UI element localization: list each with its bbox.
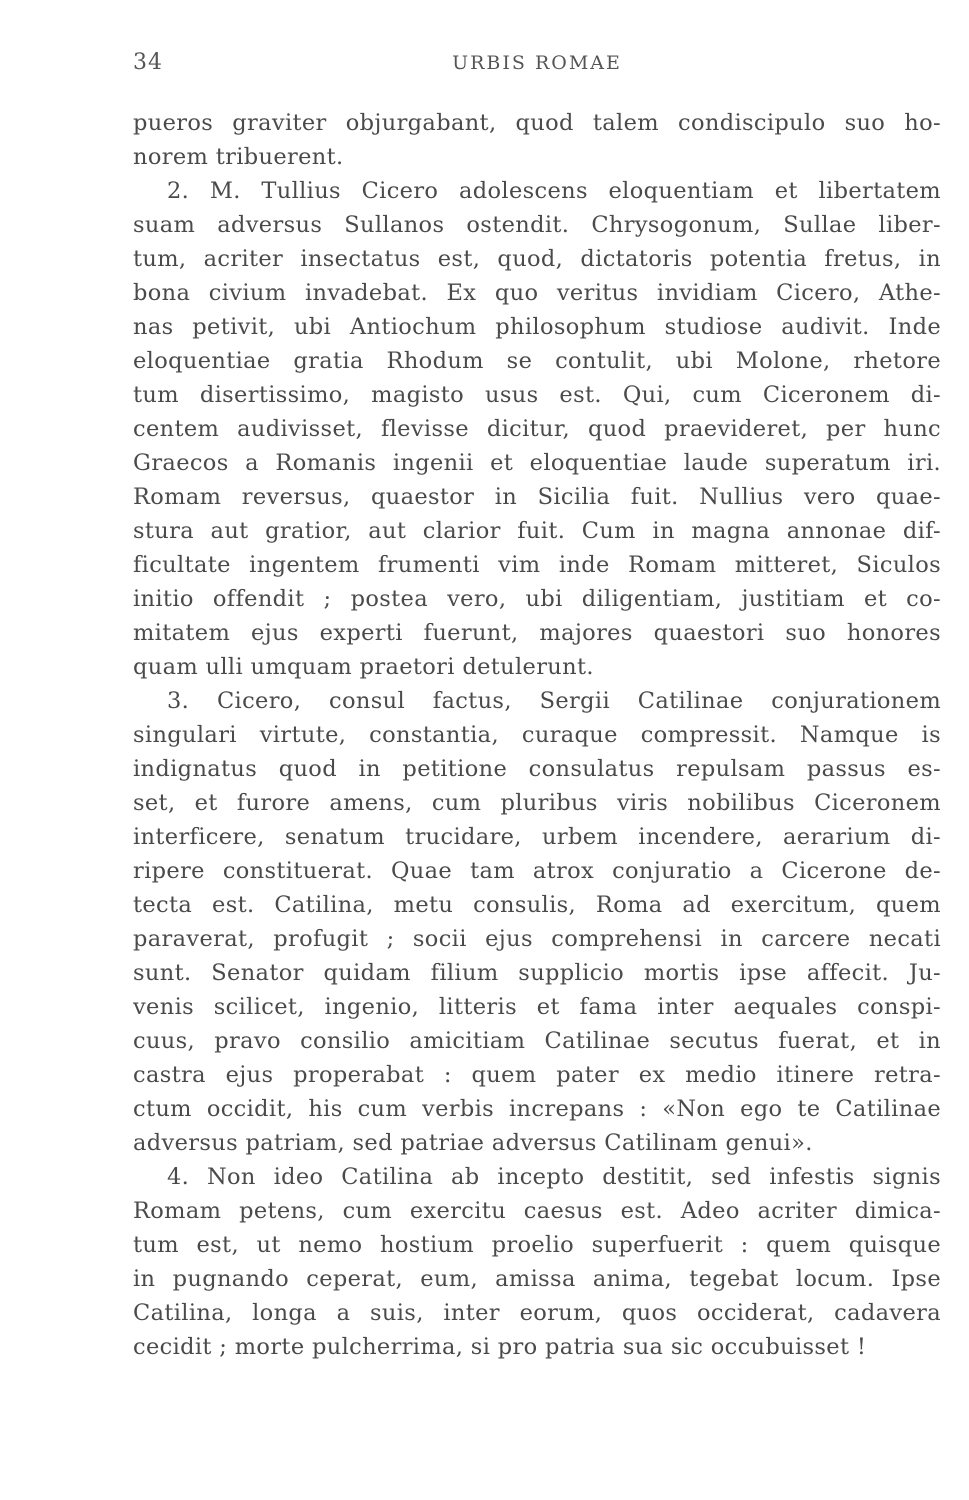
text-line: eloquentiae gratia Rhodum se contulit, ubi Molone, rhetore (133, 348, 941, 374)
text-line: nas petivit, ubi Antiochum philosophum studiose audivit. Inde (133, 314, 941, 340)
text-line: indignatus quod in petitione consulatus repulsam passus es- (133, 756, 941, 782)
body-text (133, 106, 941, 1364)
text-line: tecta est. Catilina, metu consulis, Roma ad exercitum, quem (133, 892, 941, 918)
running-head (133, 50, 941, 82)
text-line: 4. Non ideo Catilina ab incepto destitit, sed infestis signis (167, 1164, 941, 1190)
paragraph (133, 1160, 941, 1364)
text-line: tum est, ut nemo hostium proelio superfuerit : quem quisque (133, 1232, 941, 1258)
text-line: 3. Cicero, consul factus, Sergii Catilinae conjurationem (167, 688, 941, 714)
text-line: tum disertissimo, magisto usus est. Qui, cum Ciceronem di- (133, 382, 941, 408)
text-line: sunt. Senator quidam filium supplicio mortis ipse affecit. Ju- (133, 960, 941, 986)
running-title: URBIS ROMAE (452, 52, 622, 74)
text-line: interficere, senatum trucidare, urbem incendere, aerarium di- (133, 824, 941, 850)
paragraph (133, 684, 941, 1160)
paragraph (133, 174, 941, 684)
text-line: venis scilicet, ingenio, litteris et fama inter aequales conspi- (133, 994, 941, 1020)
text-line: suam adversus Sullanos ostendit. Chrysogonum, Sullae liber- (133, 212, 941, 238)
text-line: paraverat, profugit ; socii ejus comprehensi in carcere necati (133, 926, 941, 952)
text-line: mitatem ejus experti fuerunt, majores quaestori suo honores (133, 620, 941, 646)
text-line: cecidit ; morte pulcherrima, si pro patria sua sic occubuisset ! (133, 1334, 867, 1360)
text-line: castra ejus properabat : quem pater ex medio itinere retra- (133, 1062, 941, 1088)
text-line: Catilina, longa a suis, inter eorum, quos occiderat, cadavera (133, 1300, 941, 1326)
text-line: set, et furore amens, cum pluribus viris nobilibus Ciceronem (133, 790, 941, 816)
text-line: cuus, pravo consilio amicitiam Catilinae secutus fuerat, et in (133, 1028, 941, 1054)
text-line: bona civium invadebat. Ex quo veritus invidiam Cicero, Athe- (133, 280, 941, 306)
text-line: norem tribuerent. (133, 144, 344, 170)
text-line: quam ulli umquam praetori detulerunt. (133, 654, 594, 680)
text-line: Graecos a Romanis ingenii et eloquentiae laude superatum iri. (133, 450, 941, 476)
text-line: 2. M. Tullius Cicero adolescens eloquentiam et libertatem (167, 178, 941, 204)
text-line: initio offendit ; postea vero, ubi diligentiam, justitiam et co- (133, 586, 941, 612)
paragraph (133, 106, 941, 174)
text-line: adversus patriam, sed patriae adversus Catilinam genui». (133, 1130, 813, 1156)
page-number: 34 (133, 50, 163, 75)
text-line: tum, acriter insectatus est, quod, dictatoris potentia fretus, in (133, 246, 941, 272)
text-line: ficultate ingentem frumenti vim inde Romam mitteret, Siculos (133, 552, 941, 578)
text-line: centem audivisset, flevisse dicitur, quod praevideret, per hunc (133, 416, 941, 442)
text-line: ctum occidit, his cum verbis increpans : «Non ego te Catilinae (133, 1096, 941, 1122)
text-line: pueros graviter objurgabant, quod talem condiscipulo suo ho- (133, 110, 941, 136)
text-line: in pugnando ceperat, eum, amissa anima, tegebat locum. Ipse (133, 1266, 941, 1292)
text-line: Romam reversus, quaestor in Sicilia fuit. Nullius vero quae- (133, 484, 941, 510)
text-line: ripere constituerat. Quae tam atrox conjuratio a Cicerone de- (133, 858, 941, 884)
text-line: Romam petens, cum exercitu caesus est. Adeo acriter dimica- (133, 1198, 941, 1224)
text-line: stura aut gratior, aut clarior fuit. Cum in magna annonae dif- (133, 518, 941, 544)
text-line: singulari virtute, constantia, curaque compressit. Namque is (133, 722, 941, 748)
